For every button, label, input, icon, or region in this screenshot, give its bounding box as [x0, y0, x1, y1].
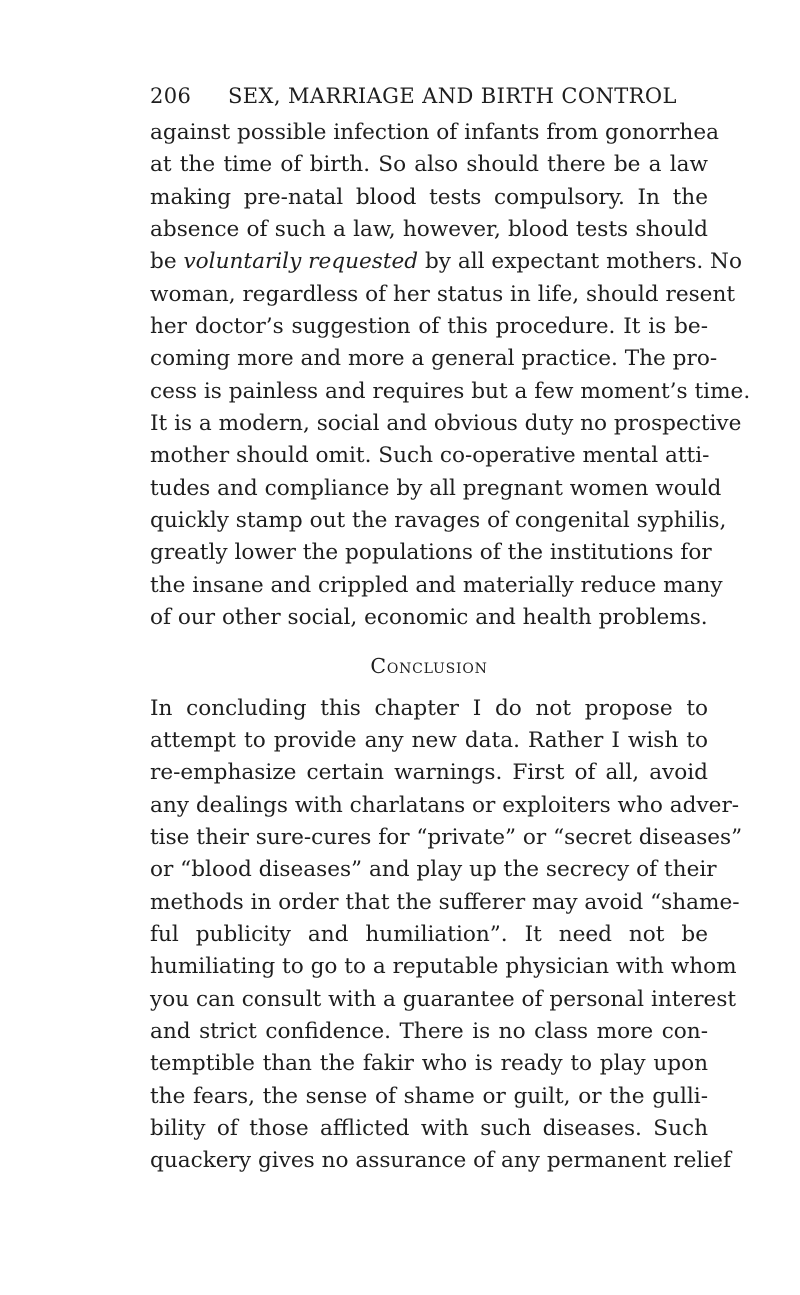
book-page [150, 84, 751, 1178]
text-line: quickly stamp out the ravages of congenital syphilis, [150, 508, 727, 534]
text-line: greatly lower the populations of the institutions for [150, 540, 712, 566]
text-line: attempt to provide any new data. Rather I wish to [150, 727, 708, 753]
emphasized-phrase: voluntarily requested [183, 249, 419, 275]
text-line: temptible than the fakir who is ready to play upon [150, 1051, 708, 1077]
text-line: making pre-natal blood tests compulsory. In the [150, 184, 708, 210]
running-head [150, 84, 708, 114]
text-line: of our other social, economic and health problems. [150, 605, 708, 631]
text-line: against possible infection of infants from gonorrhea [150, 120, 719, 145]
text-line: any dealings with charlatans or exploiters who adver- [150, 792, 740, 818]
text-line: at the time of birth. So also should there be a law [150, 152, 708, 178]
text-line: and strict confidence. There is no class more con- [150, 1018, 708, 1044]
text-line: you can consult with a guarantee of personal interest [150, 986, 737, 1012]
text-line: coming more and more a general practice. The pro- [150, 346, 718, 372]
text-line: quackery gives no assurance of any permanent relief [150, 1148, 731, 1174]
text-line: humiliating to go to a reputable physician with whom [150, 954, 737, 980]
paragraph-conclusion [150, 693, 743, 1178]
text-line: ful publicity and humiliation”. It need not be [150, 921, 708, 947]
section-heading-conclusion: Conclusion [370, 653, 488, 678]
text-line: the fears, the sense of shame or guilt, or the gulli- [150, 1083, 708, 1109]
text-line [150, 246, 742, 278]
paragraph-infection-tests [150, 117, 751, 635]
text-line: woman, regardless of her status in life, should resent [150, 281, 736, 307]
text-line: tudes and compliance by all pregnant women would [150, 475, 722, 501]
line-text-before-emphasis: be [150, 249, 184, 275]
text-line: or “blood diseases” and play up the secrecy of their [150, 857, 717, 883]
text-line: methods in order that the sufferer may avoid “shame- [150, 889, 740, 915]
text-line: mother should omit. Such co-operative mental atti- [150, 443, 710, 469]
text-line: re-emphasize certain warnings. First of all, avoid [150, 760, 708, 786]
text-line: cess is painless and requires but a few moment’s time. [150, 378, 751, 404]
text-line: It is a modern, social and obvious duty no prospective [150, 411, 742, 437]
text-line: absence of such a law, however, blood tests should [150, 217, 708, 243]
line-text-after-emphasis: by all expectant mothers. No [418, 249, 742, 275]
page-number: 206 [150, 84, 192, 108]
text-line: tise their sure-cures for “private” or “secret diseases” [150, 824, 743, 850]
text-line: the insane and crippled and materially reduce many [150, 572, 723, 598]
running-title: SEX, MARRIAGE AND BIRTH CONTROL [228, 84, 677, 108]
text-line: bility of those afflicted with such diseases. Such [150, 1115, 708, 1141]
text-line: In concluding this chapter I do not propose to [150, 695, 708, 721]
text-line: her doctor’s suggestion of this procedure. It is be- [150, 314, 708, 340]
